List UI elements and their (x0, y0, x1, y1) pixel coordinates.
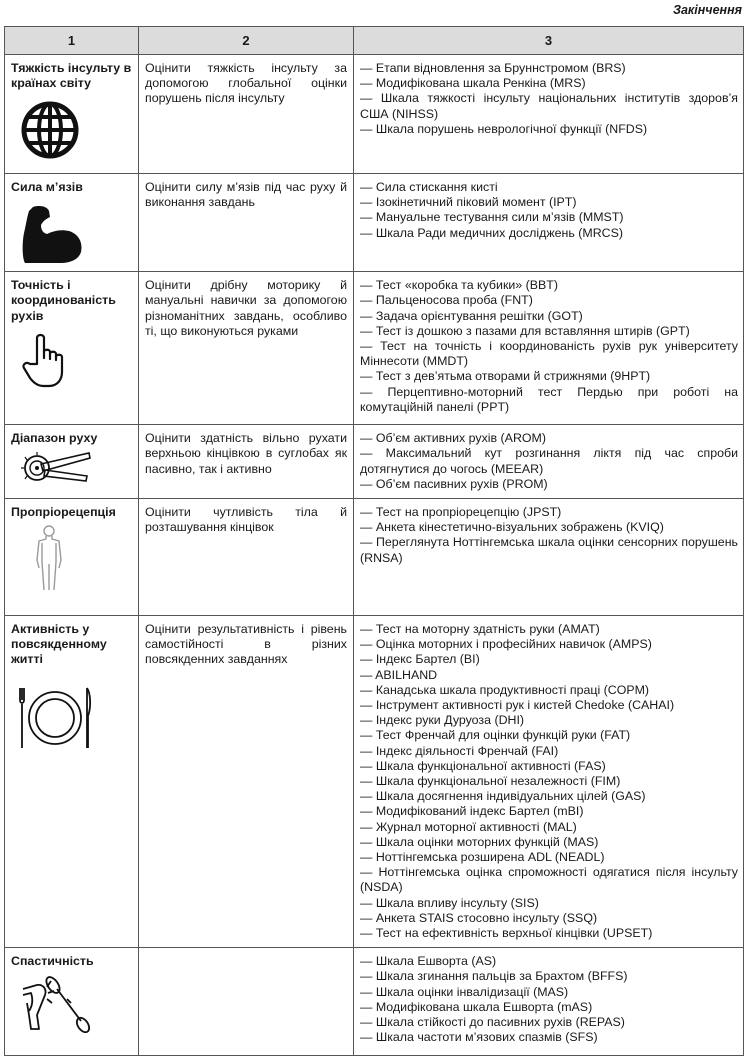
category-cell (5, 174, 139, 272)
tool-item: — Ізокінетичний піковий момент (IPT) (360, 195, 577, 210)
goal-cell: Оцінити здатність вільно рухати верхньою кінцівкою в суглобах як пасивно, так і активно (139, 425, 354, 499)
table-header-row (5, 27, 744, 55)
tool-item: — Шкала Ешворта (AS) (360, 954, 497, 969)
table-row (5, 174, 744, 272)
tool-item: — Шкала оцінки моторних функцій (MAS) (360, 834, 599, 849)
tools-cell (354, 55, 744, 174)
table-row (5, 272, 744, 425)
tool-item: — Тест на ефективність верхньої кінцівки (UPSET) (360, 926, 653, 941)
tool-item: — Перцептивно-моторний тест Пердью при роботі на комутаційній панелі (PPT) (360, 384, 738, 414)
flexed-arm-icon (19, 203, 85, 265)
tool-item: — Задача орієнтування решітки (GOT) (360, 308, 583, 323)
reflex-hammer-knee-icon (21, 975, 91, 1033)
tool-item: — Шкала Ради медичних досліджень (MRCS) (360, 225, 624, 240)
tool-item: — Індекс Бартел (BI) (360, 652, 480, 667)
table-row (5, 616, 744, 948)
category-label: Тяжкість інсульту в країнах світу (11, 61, 132, 91)
tool-item: — Тест на пропріорецепцію (JPST) (360, 505, 562, 520)
tool-item: — Мануальне тестування сили м’язів (MMST) (360, 210, 624, 225)
table-row (5, 425, 744, 499)
tool-item: — Модифікована шкала Ешворта (mAS) (360, 999, 593, 1014)
tool-item: — Переглянута Ноттінгемська шкала оцінки сенсорних порушень (RNSA) (360, 535, 738, 565)
tool-item: — Шкала частоти м’язових спазмів (SFS) (360, 1030, 598, 1045)
column-header: 2 (139, 27, 354, 55)
column-header: 1 (5, 27, 139, 55)
tool-item: — Ноттінгемська розширена ADL (NEADL) (360, 850, 605, 865)
globe-icon (19, 99, 81, 161)
table-row (5, 55, 744, 174)
tool-item: — Шкала досягнення індивідуальних цілей (GAS) (360, 789, 646, 804)
category-cell (5, 272, 139, 425)
tool-item: — Шкала згинання пальців за Брахтом (BFFS) (360, 969, 628, 984)
tool-item: — Канадська шкала продуктивності праці (COPM) (360, 682, 650, 697)
category-label: Спастичність (11, 954, 94, 969)
tool-item: — Модифікована шкала Ренкіна (MRS) (360, 76, 586, 91)
tools-cell (354, 174, 744, 272)
tool-item: — Індекс руки Дуруоза (DHI) (360, 713, 525, 728)
goal-cell: Оцінити дрібну моторику й мануальні навички за допомогою різноманітних завдань, особливо ті, що виконуються руками (139, 272, 354, 425)
category-label: Точність і координованість рухів (11, 278, 116, 323)
category-label: Сила м’язів (11, 180, 83, 194)
goal-cell: Оцінити силу м’язів під час руху й виконання завдань (139, 174, 354, 272)
tool-item: — Індекс діяльності Френчай (FAI) (360, 743, 559, 758)
tool-item: — Тест на моторну здатність руки (AMAT) (360, 622, 600, 637)
tool-item: — Етапи відновлення за Бруннстромом (BRS) (360, 61, 626, 75)
tool-item: — Шкала тяжкості інсульту національних інститутів здоров’я США (NIHSS) (360, 91, 738, 121)
tool-item: — Об’єм пасивних рухів (PROM) (360, 476, 548, 491)
tool-item: — Тест «коробка та кубики» (BBT) (360, 278, 558, 293)
tool-item: — Шкала порушень неврологічної функції (NFDS) (360, 121, 648, 136)
goal-cell: Оцінити чутливість тіла й розташування кінцівок (139, 499, 354, 616)
tool-item: — Шкала оцінки інвалідизації (MAS) (360, 984, 569, 999)
category-cell (5, 425, 139, 499)
tool-item: — Максимальний кут розгинання ліктя під час спроби дотягнутися до чогось (MEEAR) (360, 446, 738, 476)
tool-item: — Шкала впливу інсульту (SIS) (360, 895, 539, 910)
tool-item: — Тест з дев’ятьма отворами й стрижнями (9HPT) (360, 369, 651, 384)
column-header: 3 (354, 27, 744, 55)
tool-item: — Об’єм активних рухів (AROM) (360, 431, 546, 446)
tool-item: — Тест на точність і координованість рухів рук університету Міннесоти (MMDT) (360, 339, 738, 369)
tools-cell (354, 616, 744, 948)
goal-cell: Оцінити тяжкість інсульту за допомогою глобальної оцінки порушень після інсульту (139, 55, 354, 174)
tool-item: — Анкета STAIS стосовно інсульту (SSQ) (360, 910, 598, 925)
tools-cell (354, 272, 744, 425)
category-cell (5, 499, 139, 616)
table-row (5, 499, 744, 616)
assessment-table (4, 26, 744, 1056)
category-label: Активність у повсякденному житті (11, 622, 107, 667)
tool-item: — Шкала функціональної активності (FAS) (360, 758, 606, 773)
tools-cell (354, 499, 744, 616)
tool-item: — Анкета кінестетично-візуальних зображень (KVIQ) (360, 520, 664, 535)
category-cell (5, 55, 139, 174)
tool-item: — Шкала стійкості до пасивних рухів (REPAS) (360, 1015, 625, 1030)
category-label: Діапазон руху (11, 431, 98, 446)
tool-item: — Шкала функціональної незалежності (FIM) (360, 774, 621, 789)
category-cell (5, 616, 139, 948)
tool-item: — Інструмент активності рук і кистей Chedoke (CAHAI) (360, 698, 675, 713)
tool-item: — Модифікований індекс Бартел (mBI) (360, 804, 584, 819)
tools-cell (354, 425, 744, 499)
plate-cutlery-icon (15, 686, 95, 752)
pointing-hand-icon (19, 332, 75, 390)
human-body-icon (29, 524, 69, 592)
category-label: Пропріорецепція (11, 505, 116, 520)
tool-item: — Пальценосова проба (FNT) (360, 293, 533, 308)
tool-item: — Тест із дошкою з пазами для вставляння штирів (GPT) (360, 323, 690, 338)
tool-item: — Журнал моторної активності (MAL) (360, 819, 577, 834)
tool-item: — Ноттінгемська оцінка спроможності одягатися після інсульту (NSDA) (360, 865, 738, 895)
goal-cell: Оцінити результативність і рівень самостійності в різних повсякденних завданнях (139, 616, 354, 948)
tool-item: — Тест Френчай для оцінки функцій руки (FAT) (360, 728, 631, 743)
tool-item: — Оцінка моторних і професійних навичок (AMPS) (360, 637, 652, 652)
tool-item: — Сила стискання кисті (360, 180, 498, 194)
continued-label: Закінчення (672, 3, 742, 17)
goniometer-icon (19, 450, 93, 482)
tool-item: — ABILHAND (360, 667, 438, 682)
